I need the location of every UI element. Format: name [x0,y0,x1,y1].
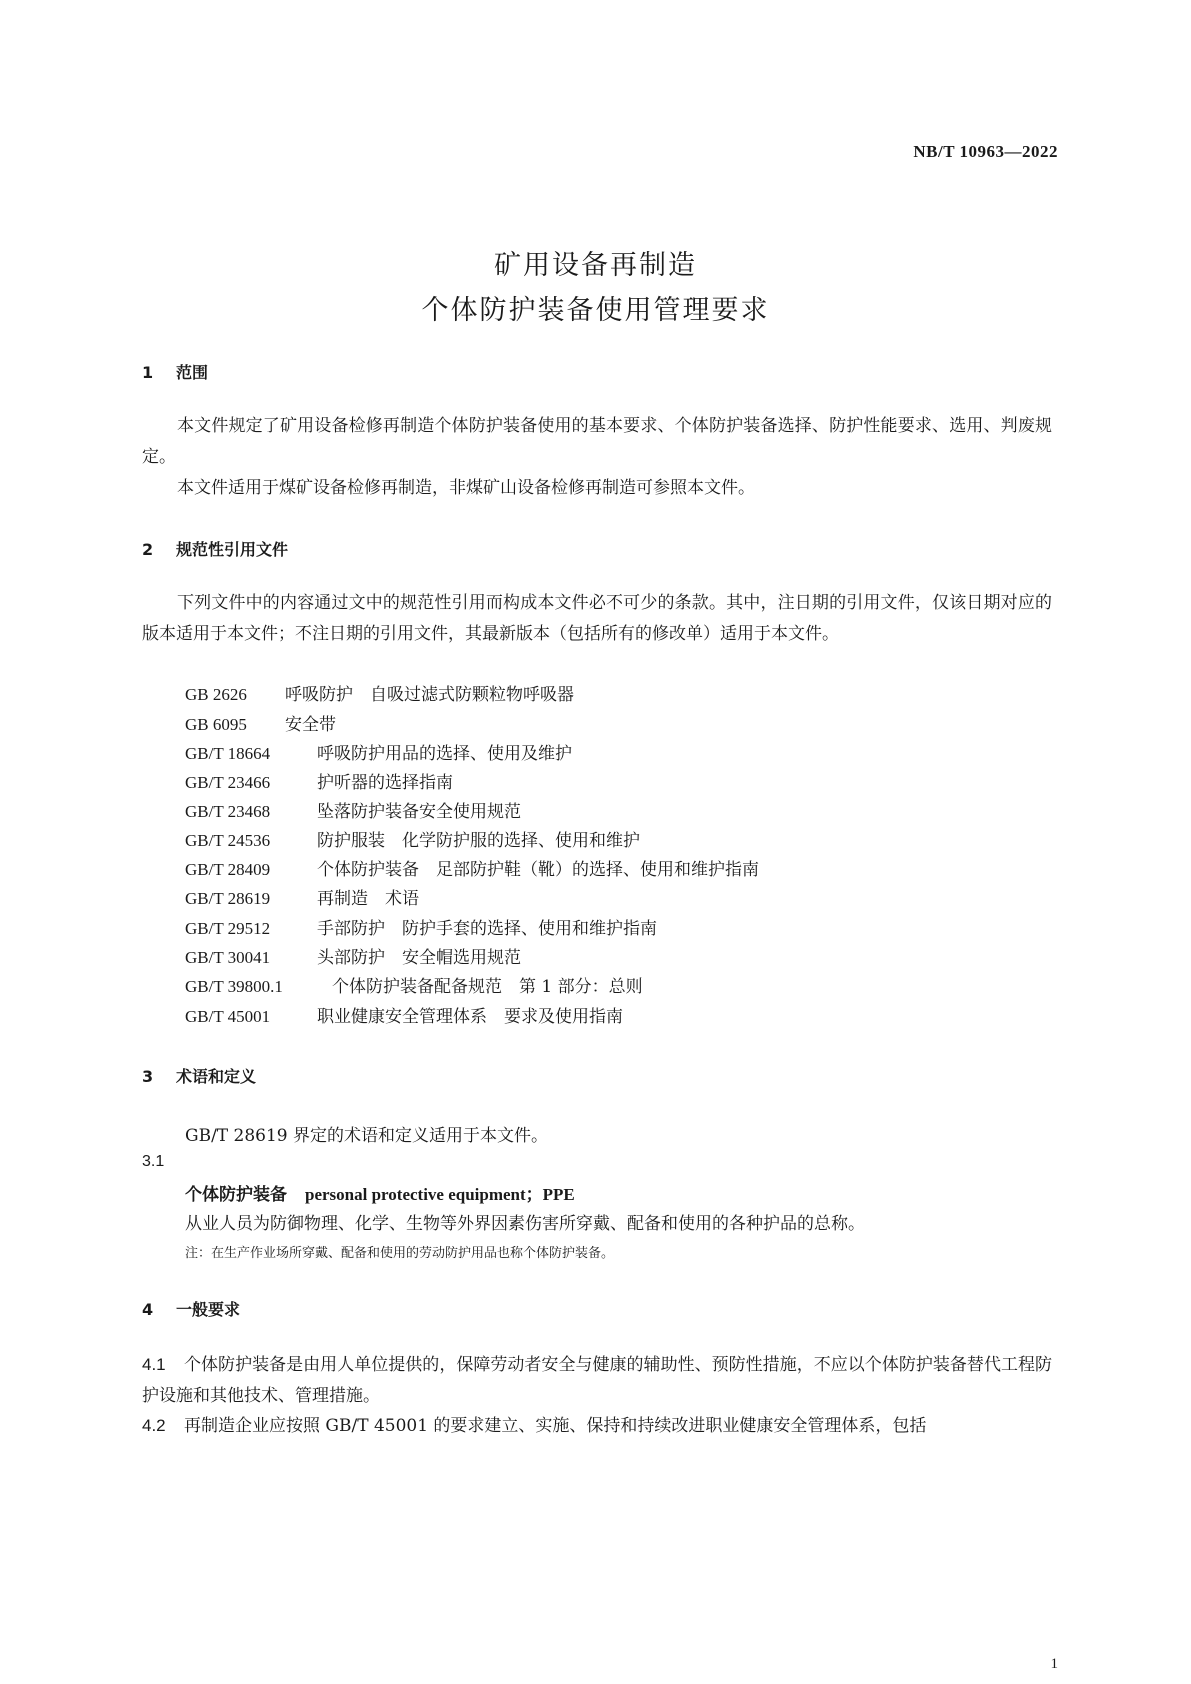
reference-item: GB/T 18664 呼吸防护用品的选择、使用及维护 [185,744,572,764]
reference-item: GB/T 23466 护听器的选择指南 [185,773,453,793]
reference-item: GB/T 28409 个体防护装备 足部防护鞋（靴）的选择、使用和维护指南 [185,860,759,880]
section-2-heading: 2 规范性引用文件 [142,540,289,559]
section-1-paragraph-2: 本文件适用于煤矿设备检修再制造，非煤矿山设备检修再制造可参照本文件。 [177,478,755,498]
reference-item: GB/T 45001 职业健康安全管理体系 要求及使用指南 [185,1007,623,1027]
section-3-intro: GB/T 28619 界定的术语和定义适用于本文件。 [185,1126,549,1146]
reference-item: GB/T 28619 再制造 术语 [185,889,419,909]
term-chinese: 个体防护装备 [185,1185,287,1205]
section-3-heading: 3 术语和定义 [142,1067,257,1086]
section-1-paragraph-1: 本文件规定了矿用设备检修再制造个体防护装备使用的基本要求、个体防护装备选择、防护性能要求、选用、判废规定。 [142,416,1052,467]
standard-code: NB/T 10963—2022 [913,142,1058,161]
reference-item: GB/T 24536 防护服装 化学防护服的选择、使用和维护 [185,831,640,851]
document-title-line1: 矿用设备再制造 [494,250,697,281]
reference-item: GB/T 29512 手部防护 防护手套的选择、使用和维护指南 [185,919,657,939]
section-2-intro: 下列文件中的内容通过文中的规范性引用而构成本文件必不可少的条款。其中，注日期的引用文件，仅该日期对应的版本适用于本文件；不注日期的引用文件，其最新版本（包括所有的修改单）适用于本文件。 [142,593,1052,644]
document-title-line2: 个体防护装备使用管理要求 [421,295,770,326]
reference-item: GB/T 39800.1 个体防护装备配备规范 第 1 部分：总则 [185,977,643,997]
section-1-heading: 1 范围 [142,363,209,382]
reference-item: GB/T 23468 坠落防护装备安全使用规范 [185,802,521,822]
page-number: 1 [1050,1656,1058,1672]
reference-item: GB 6095 安全带 [185,715,336,735]
term-number: 3.1 [142,1153,165,1170]
term-definition: 从业人员为防御物理、化学、生物等外界因素伤害所穿戴、配备和使用的各种护品的总称。 [185,1214,865,1234]
section-4-heading: 4 一般要求 [142,1300,241,1319]
term-english: personal protective equipment；PPE [305,1185,575,1204]
term-note: 注：在生产作业场所穿戴、配备和使用的劳动防护用品也称个体防护装备。 [185,1246,615,1261]
clause-4-2: 4.2 再制造企业应按照 GB/T 45001 的要求建立、实施、保持和持续改进职业健康安全管理体系，包括 [142,1416,927,1436]
clause-4-1: 4.1 个体防护装备是由用人单位提供的，保障劳动者安全与健康的辅助性、预防性措施，不应以个体防护装备替代工程防护设施和其他技术、管理措施。 [142,1355,1052,1406]
reference-item: GB 2626 呼吸防护 自吸过滤式防颗粒物呼吸器 [185,685,574,705]
term-entry [185,1180,575,1205]
reference-item: GB/T 30041 头部防护 安全帽选用规范 [185,948,521,968]
